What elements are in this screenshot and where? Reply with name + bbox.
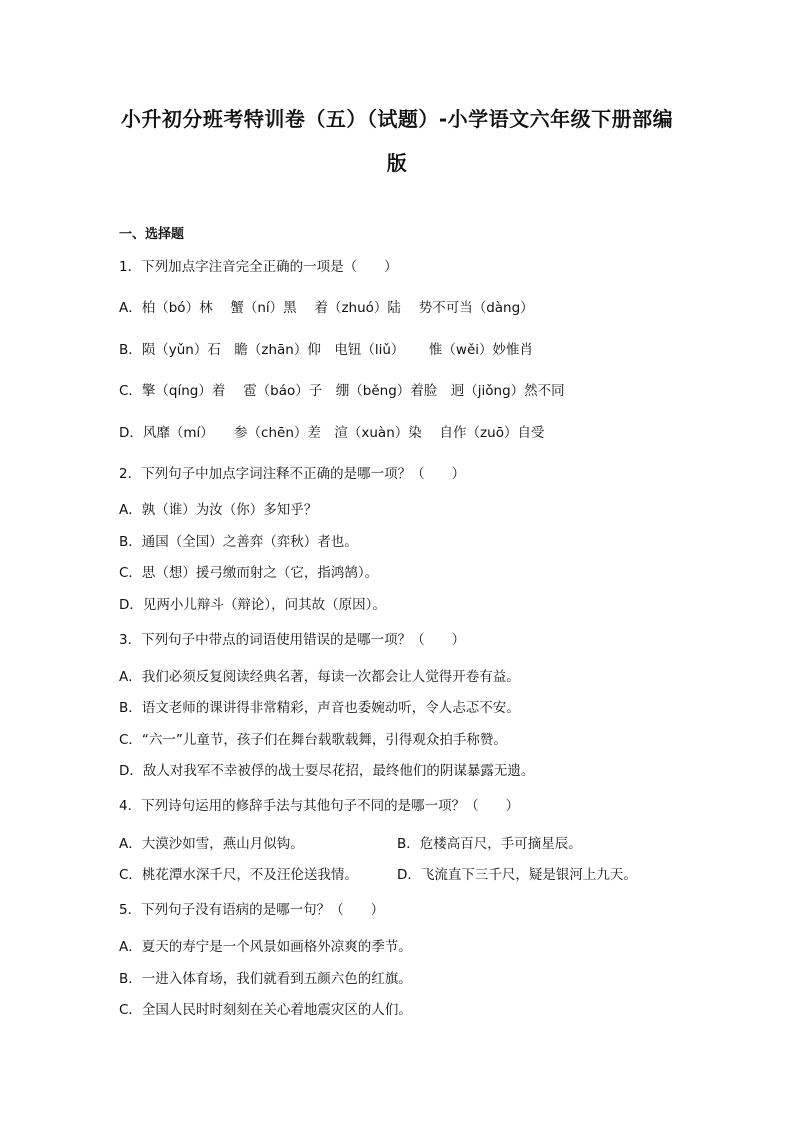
question-3-option-c: C．“六一”儿童节，孩子们在舞台载歌载舞，引得观众拍手称赞。 — [119, 732, 507, 748]
question-3-option-d: D．敌人对我军不幸被俘的战士耍尽花招，最终他们的阴谋暴露无遗。 — [119, 763, 535, 779]
question-5-option-c: C．全国人民时时刻刻在关心着地震灾区的人们。 — [119, 1002, 412, 1018]
question-3-option-a: A．我们必须反复阅读经典名著，每读一次都会让人觉得开卷有益。 — [119, 669, 520, 685]
page-title: 小升初分班考特训卷（五）（试题）-小学语文六年级下册部编 — [120, 107, 674, 131]
question-4-option-d: D．飞流直下三千尺，疑是银河上九天。 — [397, 867, 637, 883]
question-2-option-c: C．思（想）援弓缴而射之（它，指鸿鹄）。 — [119, 565, 379, 581]
question-3-option-b: B．语文老师的课讲得非常精彩，声音也委婉动听，令人忐忑不安。 — [119, 700, 520, 716]
question-4-option-b: B．危楼高百尺，手可摘星辰。 — [397, 836, 582, 852]
question-1-option-d: D．风靡（mí） 参（chēn）差 渲（xuàn）染 自作（zuō）自受 — [119, 425, 545, 441]
question-2-option-a: A．孰（谁）为汝（你）多知乎？ — [119, 502, 318, 518]
section-heading: 一、选择题 — [119, 227, 185, 242]
question-5-stem: 5．下列句子没有语病的是哪一句？（ ） — [119, 902, 385, 918]
page-title-continued: 版 — [386, 151, 408, 175]
question-4-stem: 4．下列诗句运用的修辞手法与其他句子不同的是哪一项？（ ） — [119, 798, 520, 814]
question-2-option-d: D．见两小儿辩斗（辩论），问其故（原因）。 — [119, 597, 386, 613]
question-4-option-c: C．桃花潭水深千尺，不及汪伦送我情。 — [119, 867, 358, 883]
question-2-stem: 2．下列句子中加点字词注释不正确的是哪一项？（ ） — [119, 466, 466, 482]
question-1-option-a: A．柏（bó）林 蟹（ní）黑 着（zhuó）陆 势不可当（dàng） — [119, 300, 534, 316]
question-5-option-b: B．一进入体育场，我们就看到五颜六色的红旗。 — [119, 971, 412, 987]
question-1-option-b: B．陨（yǔn）石 瞻（zhān）仰 电钮（liǔ） 惟（wěi）妙惟肖 — [119, 342, 534, 358]
question-5-option-a: A．夏天的寿宁是一个风景如画格外凉爽的季节。 — [119, 939, 412, 955]
question-1-option-c: C．擎（qíng）着 雹（báo）子 绷（běng）着脸 迥（jiǒng）然不同 — [119, 383, 565, 399]
question-3-stem: 3．下列句子中带点的词语使用错误的是哪一项？（ ） — [119, 632, 466, 648]
question-2-option-b: B．通国（全国）之善弈（弈秋）者也。 — [119, 534, 358, 550]
question-1-stem: 1．下列加点字注音完全正确的一项是（ ） — [119, 259, 398, 275]
question-4-option-a: A．大漠沙如雪，燕山月似钩。 — [119, 836, 304, 852]
